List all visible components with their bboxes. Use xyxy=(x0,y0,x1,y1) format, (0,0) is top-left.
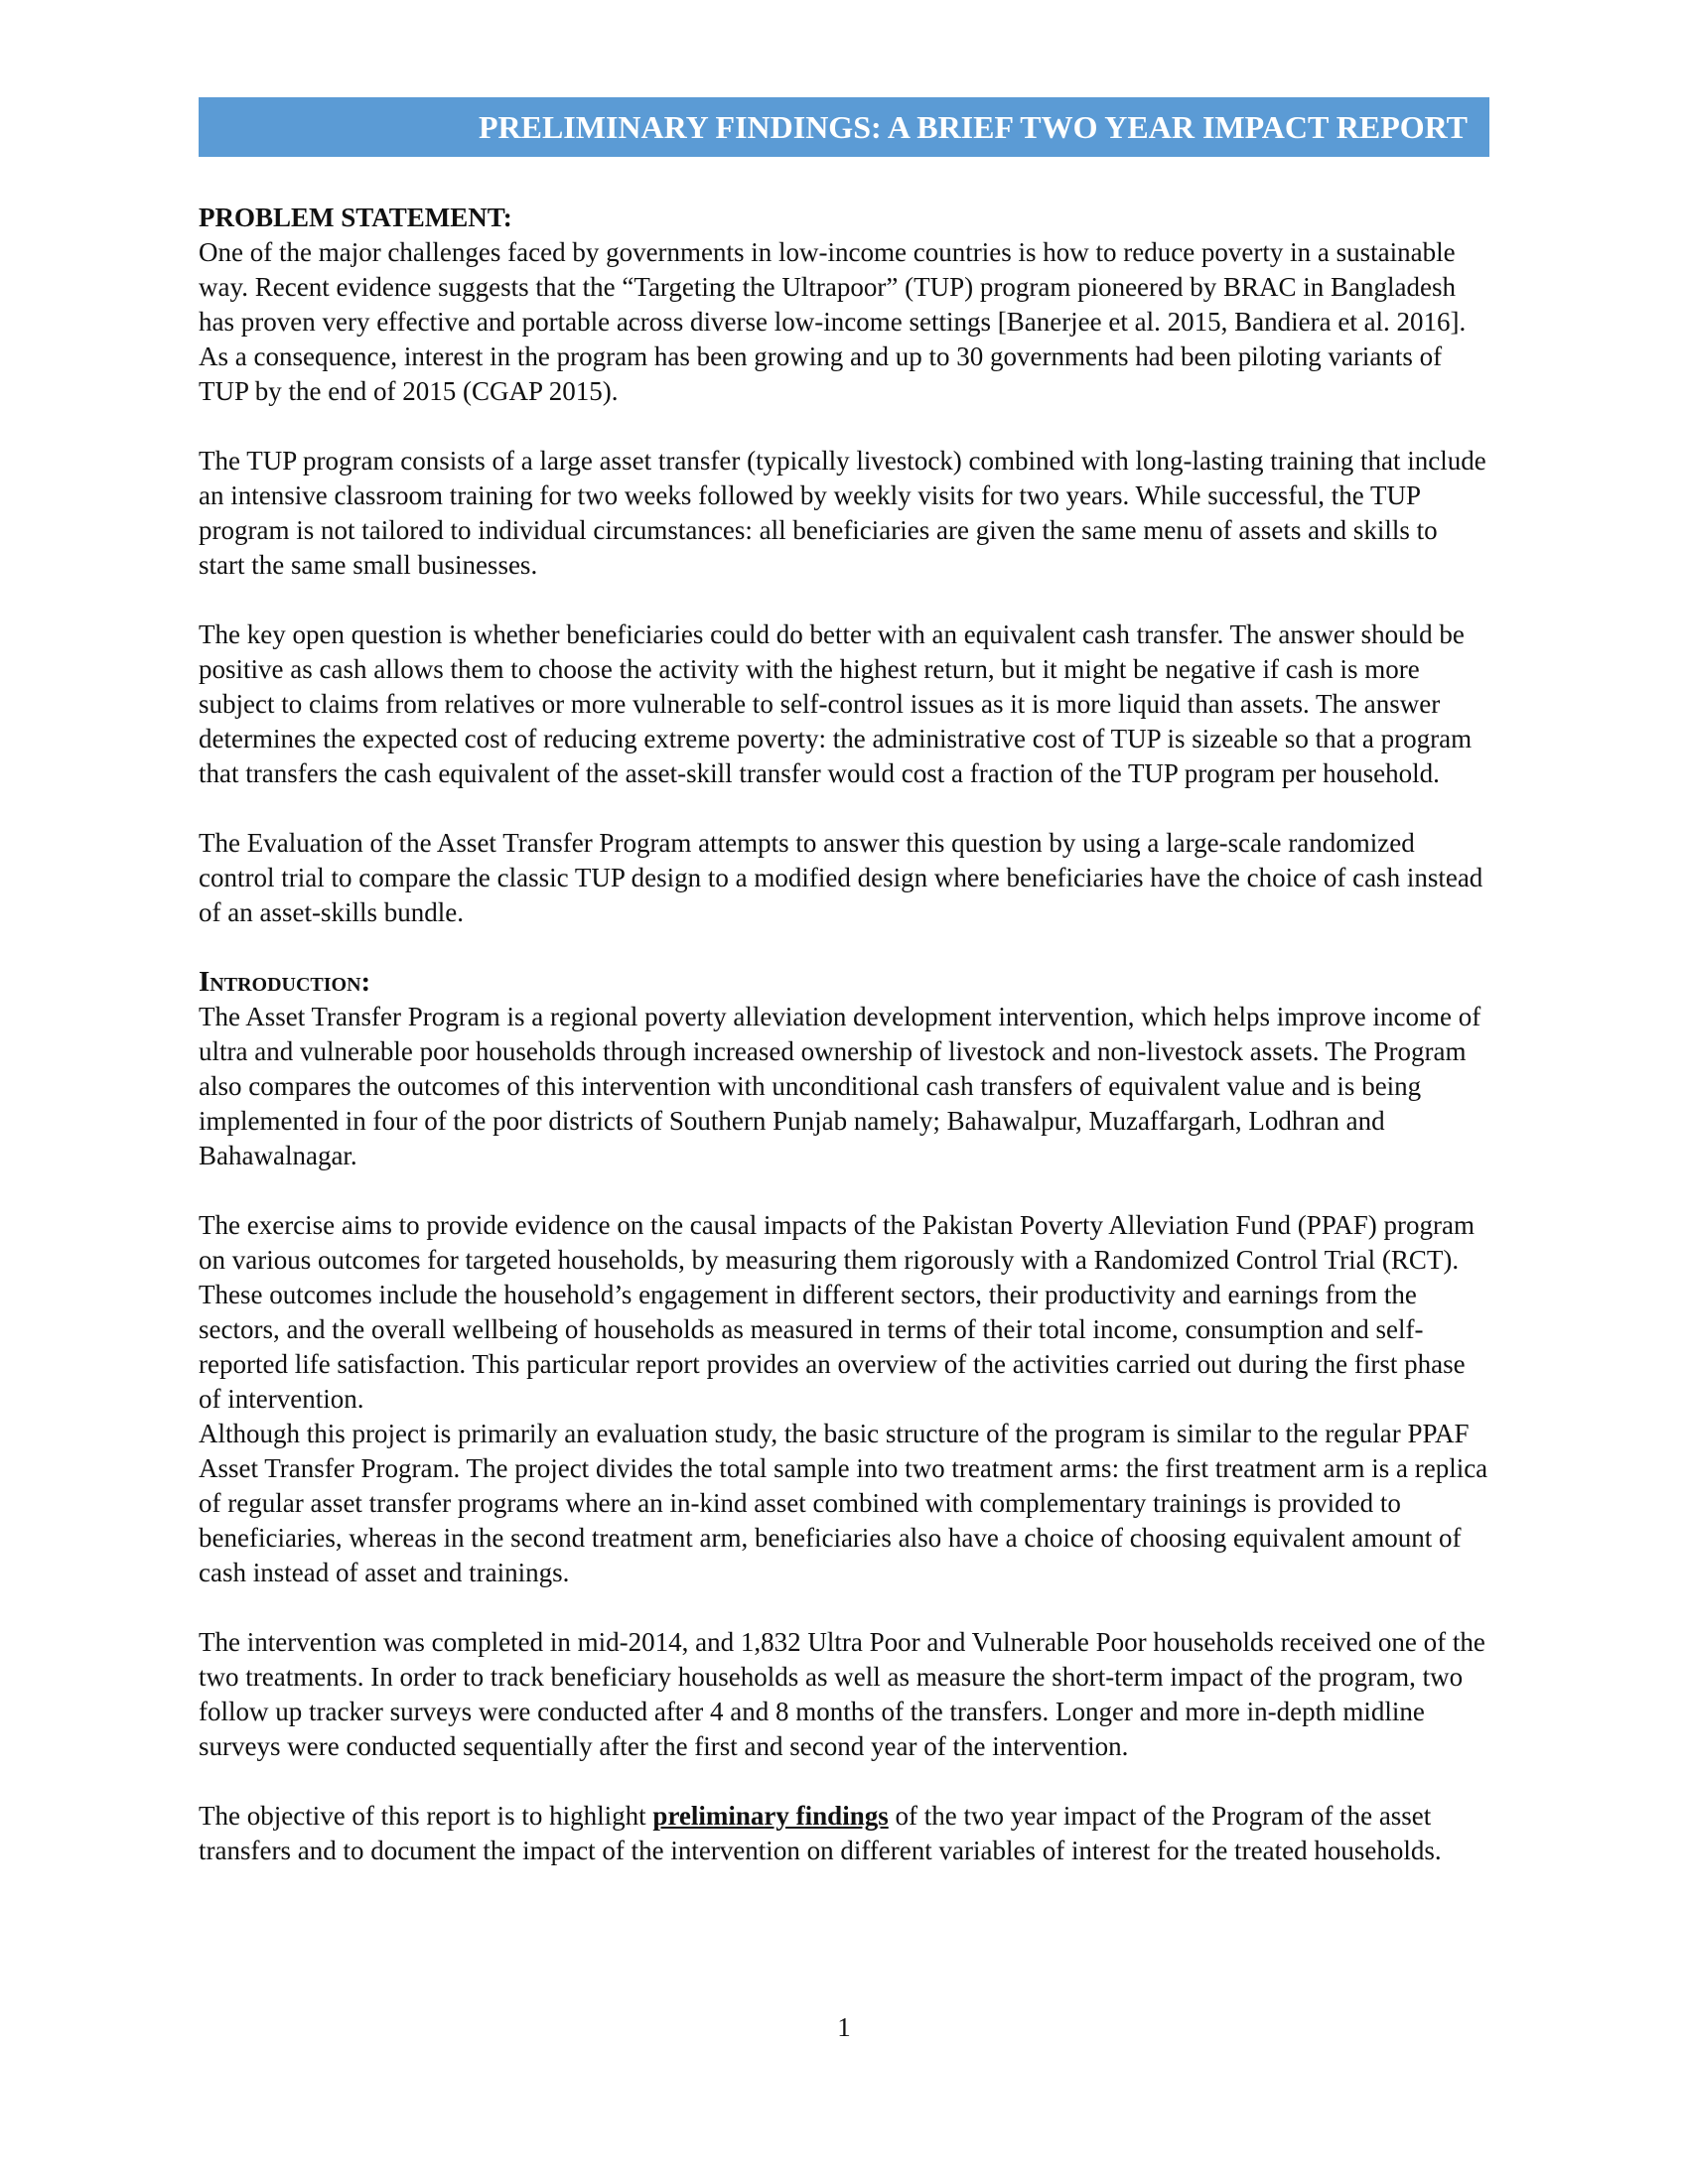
page-number: 1 xyxy=(837,2012,851,2042)
document-body xyxy=(199,201,1489,1868)
introduction-paragraph-2: The exercise aims to provide evidence on the causal impacts of the Pakistan Poverty Alleviation Fund (PPAF) program on various outcomes for targeted households, by measuring them rigorously with a Randomized Control Trial (RCT). These outcomes include the household’s engagement in different sectors, their productivity and earnings from the sectors, and the overall wellbeing of households as measured in terms of their total income, consumption and self-reported life satisfaction. This particular report provides an overview of the activities carried out during the first phase of intervention. xyxy=(199,1210,1475,1414)
problem-paragraph-3: The key open question is whether beneficiaries could do better with an equivalent cash transfer. The answer should be positive as cash allows them to choose the activity with the highest return, but it might be negative if cash is more subject to claims from relatives or more vulnerable to self-control issues as it is more liquid than assets. The answer determines the expected cost of reducing extreme poverty: the administrative cost of TUP is sizeable so that a program that transfers the cash equivalent of the asset-skill transfer would cost a fraction of the TUP program per household. xyxy=(199,619,1473,788)
introduction-heading: Introduction: xyxy=(199,966,371,998)
problem-statement-heading: PROBLEM STATEMENT: xyxy=(199,203,512,232)
objective-text-end: of the two year impact of the Program of the asset transfers and to document the impact of the intervention on different variables of interest for the treated households. xyxy=(199,1801,1442,1865)
problem-paragraph-4: The Evaluation of the Asset Transfer Program attempts to answer this question by using a large-scale randomized control trial to compare the classic TUP design to a modified design where beneficiaries have the choice of cash instead of an asset-skills bundle. xyxy=(199,828,1483,927)
introduction-paragraph-4 xyxy=(199,1799,1489,1868)
preliminary-findings-emphasis: preliminary findings xyxy=(652,1801,889,1831)
introduction-paragraph-2-continued: Although this project is primarily an evaluation study, the basic structure of the program is similar to the regular PPAF Asset Transfer Program. The project divides the total sample into two treatment arms: the first treatment arm is a replica of regular asset transfer programs where an in-kind asset combined with complementary trainings is provided to beneficiaries, whereas in the second treatment arm, beneficiaries also have a choice of choosing equivalent amount of cash instead of asset and trainings. xyxy=(199,1419,1488,1587)
objective-text-start: The objective of this report is to highlight xyxy=(199,1801,653,1831)
report-title-banner: PRELIMINARY FINDINGS: A BRIEF TWO YEAR IMPACT REPORT xyxy=(199,97,1489,157)
introduction-paragraph-3: The intervention was completed in mid-2014, and 1,832 Ultra Poor and Vulnerable Poor households received one of the two treatments. In order to track beneficiary households as well as measure the short-term impact of the program, two follow up tracker surveys were conducted after 4 and 8 months of the transfers. Longer and more in-depth midline surveys were conducted sequentially after the first and second year of the intervention. xyxy=(199,1627,1485,1761)
introduction-paragraph-1: The Asset Transfer Program is a regional poverty alleviation development intervention, which helps improve income of ultra and vulnerable poor households through increased ownership of livestock and non-livestock assets. The Program also compares the outcomes of this intervention with unconditional cash transfers of equivalent value and is being implemented in four of the poor districts of Southern Punjab namely; Bahawalpur, Muzaffargarh, Lodhran and Bahawalnagar. xyxy=(199,1002,1481,1170)
problem-paragraph-1: One of the major challenges faced by governments in low-income countries is how to reduce poverty in a sustainable way. Recent evidence suggests that the “Targeting the Ultrapoor” (TUP) program pioneered by BRAC in Bangladesh has proven very effective and portable across diverse low-income settings [Banerjee et al. 2015, Bandiera et al. 2016]. As a consequence, interest in the program has been growing and up to 30 governments had been piloting variants of TUP by the end of 2015 (CGAP 2015). xyxy=(199,237,1467,406)
problem-paragraph-2: The TUP program consists of a large asset transfer (typically livestock) combined with long-lasting training that include an intensive classroom training for two weeks followed by weekly visits for two years. While successful, the TUP program is not tailored to individual circumstances: all beneficiaries are given the same menu of assets and skills to start the same small businesses. xyxy=(199,446,1486,580)
